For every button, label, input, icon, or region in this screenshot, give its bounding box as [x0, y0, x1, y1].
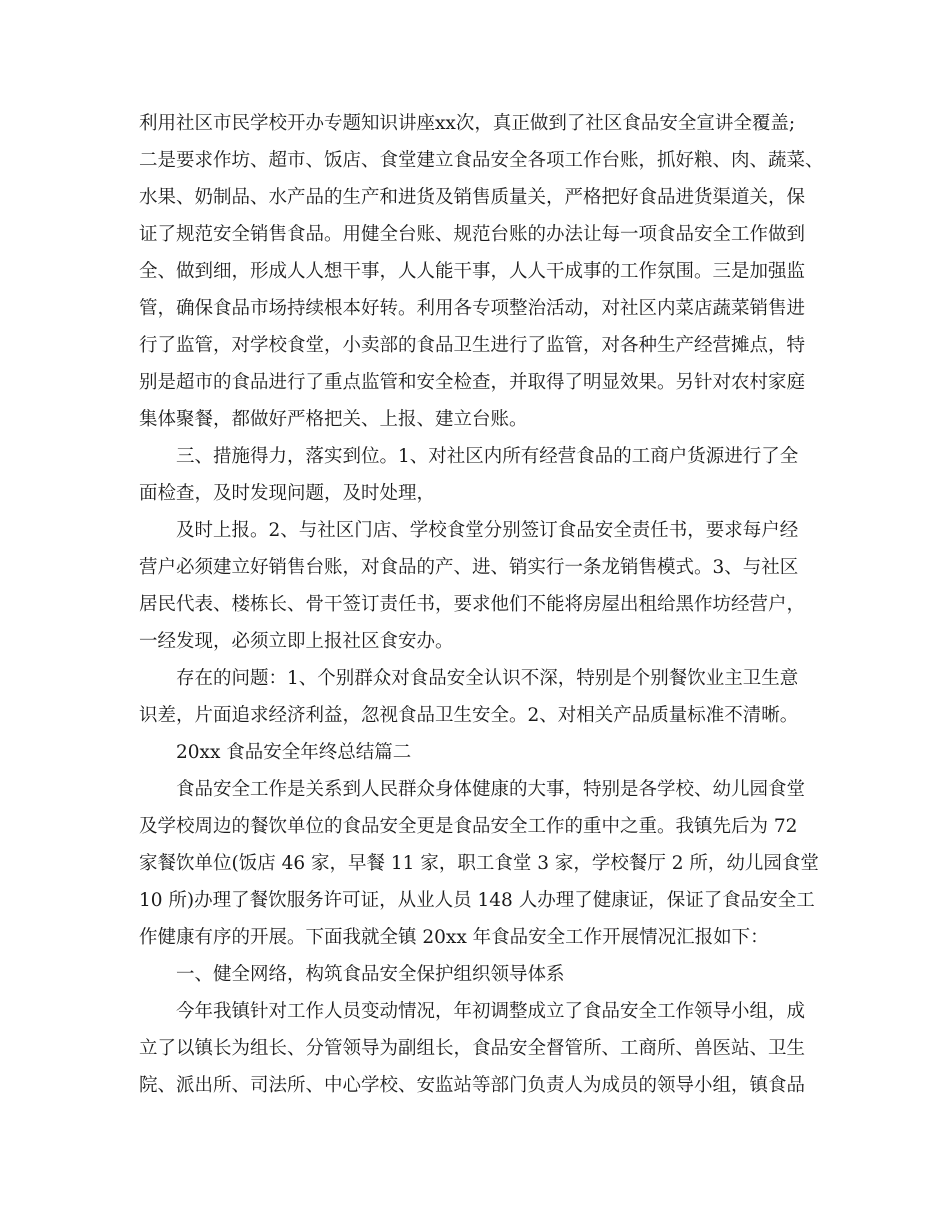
text-line: 三、措施得力，落实到位。1、对社区内所有经营食品的工商户货源进行了全: [176, 446, 799, 467]
text-line: 及学校周边的餐饮单位的食品安全更是食品安全工作的重中之重。我镇先后为 72: [139, 816, 798, 837]
text-line: 利用社区市民学校开办专题知识讲座xx次，真正做到了社区食品安全宣讲全覆盖;: [139, 113, 796, 134]
text-line: 10 所)办理了餐饮服务许可证，从业人员 148 人办理了健康证，保证了食品安全工: [139, 890, 815, 911]
text-line: 院、派出所、司法所、中心学校、安监站等部门负责人为成员的领导小组，镇食品: [139, 1075, 806, 1096]
text-line: 今年我镇针对工作人员变动情况，年初调整成立了食品安全工作领导小组，成: [176, 1001, 806, 1022]
text-line: 存在的问题：1、个别群众对食品安全认识不深，特别是个别餐饮业主卫生意: [176, 668, 799, 689]
text-line: 集体聚餐，都做好严格把关、上报、建立台账。: [139, 409, 528, 430]
text-line: 管，确保食品市场持续根本好转。利用各专项整治活动，对社区内菜店蔬菜销售进: [139, 298, 806, 319]
text-line: 食品安全工作是关系到人民群众身体健康的大事，特别是各学校、幼儿园食堂: [176, 779, 806, 800]
text-line: 别是超市的食品进行了重点监管和安全检查，并取得了明显效果。另针对农村家庭: [139, 372, 806, 393]
text-line: 家餐饮单位(饭店 46 家，早餐 11 家，职工食堂 3 家，学校餐厅 2 所，幼儿园食堂: [139, 853, 819, 874]
text-line: 面检查，及时发现问题，及时处理，: [139, 483, 436, 504]
text-line: 二是要求作坊、超市、饭店、食堂建立食品安全各项工作台账，抓好粮、肉、蔬菜、: [139, 150, 824, 171]
subsection-heading: 一、健全网络，构筑食品安全保护组织领导体系: [176, 964, 565, 985]
text-line: 居民代表、楼栋长、骨干签订责任书，要求他们不能将房屋出租给黑作坊经营户，: [139, 594, 806, 615]
text-line: 行了监管，对学校食堂，小卖部的食品卫生进行了监管，对各种生产经营摊点，特: [139, 335, 806, 356]
text-line: 证了规范安全销售食品。用健全台账、规范台账的办法让每一项食品安全工作做到: [139, 224, 806, 245]
text-line: 及时上报。2、与社区门店、学校食堂分别签订食品安全责任书，要求每户经: [176, 520, 799, 541]
text-line: 一经发现，必须立即上报社区食安办。: [139, 631, 454, 652]
text-line: 水果、奶制品、水产品的生产和进货及销售质量关，严格把好食品进货渠道关，保: [139, 187, 806, 208]
text-line: 营户必须建立好销售台账，对食品的产、进、销实行一条龙销售模式。3、与社区: [139, 557, 799, 578]
text-line: 作健康有序的开展。下面我就全镇 20xx 年食品安全工作开展情况汇报如下：: [139, 927, 769, 948]
text-line: 识差，片面追求经济利益，忽视食品卫生安全。2、对相关产品质量标准不清晰。: [139, 705, 799, 726]
text-line: 全、做到细，形成人人想干事，人人能干事，人人干成事的工作氛围。三是加强监: [139, 261, 806, 282]
text-line: 立了以镇长为组长、分管领导为副组长，食品安全督管所、工商所、兽医站、卫生: [139, 1038, 806, 1059]
section-heading: 20xx 食品安全年终总结篇二: [176, 742, 412, 763]
